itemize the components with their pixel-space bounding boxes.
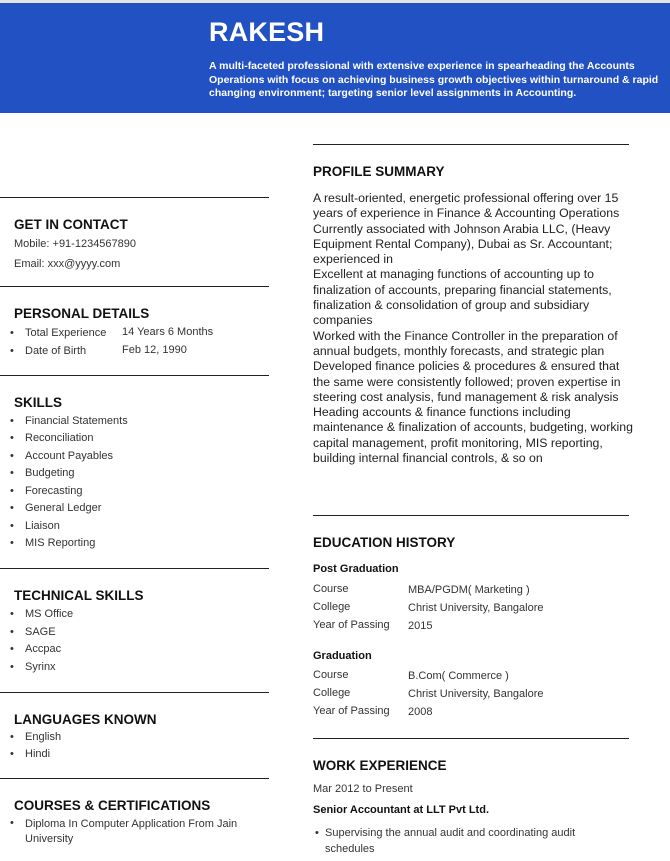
profile-paragraph: Currently associated with Johnson Arabia LLC, (Heavy Equipment Rental Company), Dubai as Sr. Accountant; experienced in	[313, 221, 613, 267]
skill-label: Account Payables	[25, 450, 114, 462]
personal-title: PERSONAL DETAILS	[14, 306, 150, 321]
education-label: Course	[313, 583, 349, 595]
work-title: WORK EXPERIENCE	[313, 758, 447, 773]
contact-mobile: Mobile: +91-1234567890	[14, 238, 137, 250]
technical-label: Accpac	[25, 643, 62, 655]
work-role: Senior Accountant at LLT Pvt Ltd.	[313, 804, 489, 816]
divider	[0, 197, 269, 198]
education-value: MBA/PGDM( Marketing )	[408, 584, 530, 596]
language-label: Hindi	[25, 748, 51, 760]
education-label: College	[313, 687, 351, 699]
resume-header	[0, 3, 670, 113]
course-label: Diploma In Computer Application From Jain University	[25, 818, 238, 845]
education-value: Christ University, Bangalore	[408, 602, 544, 614]
profile-paragraph: Heading accounts & finance functions including maintenance & finalization of accounts, budgeting, working capital management, profit monitoring, MIS reporting, building internal financial controls, & so on	[313, 405, 633, 466]
skills-title: SKILLS	[14, 395, 63, 410]
education-value: Christ University, Bangalore	[408, 688, 544, 700]
profile-paragraph: Developed finance policies & procedures & ensured that the same were consistently followed; proven expertise in steering cost analysis, fund management & risk analysis	[313, 359, 621, 404]
technical-label: MS Office	[25, 608, 74, 620]
skill-label: MIS Reporting	[25, 537, 96, 549]
technical-label: Syrinx	[25, 661, 56, 673]
contact-title: GET IN CONTACT	[14, 217, 128, 232]
languages-title: LANGUAGES KNOWN	[14, 712, 157, 727]
contact-email: Email: xxx@yyyy.com	[14, 258, 121, 270]
technical-label: SAGE	[25, 626, 56, 638]
personal-value: 14 Years 6 Months	[122, 326, 214, 338]
education-title: EDUCATION HISTORY	[313, 535, 456, 550]
divider	[313, 515, 629, 516]
personal-label: Date of Birth	[25, 345, 87, 357]
education-value: 2008	[408, 706, 433, 718]
personal-label: Total Experience	[25, 327, 107, 339]
work-period: Mar 2012 to Present	[313, 783, 413, 795]
courses-title: COURSES & CERTIFICATIONS	[14, 798, 211, 813]
profile-paragraph: Excellent at managing functions of accounting up to finalization of accounts, preparing financial statements, finalization & consolidation of group and subsidiary companies	[313, 267, 612, 328]
skill-label: Budgeting	[25, 467, 75, 479]
profile-paragraph: A result-oriented, energetic professional offering over 15 years of experience in Finance & Accounting Operations	[313, 191, 620, 221]
divider	[0, 778, 269, 779]
profile-summary	[313, 191, 635, 466]
education-heading: Post Graduation	[313, 563, 399, 575]
education-label: College	[313, 601, 351, 613]
header-tagline: A multi-faceted professional with extensive experience in spearheading the Accounts Operations with focus on achieving business growth objectives within turnaround & rapid changing environment; targeting senior level assignments in Accounting.	[209, 60, 659, 99]
divider	[313, 144, 629, 145]
divider	[0, 692, 269, 693]
personal-value: Feb 12, 1990	[122, 344, 187, 356]
skill-label: Liaison	[25, 520, 60, 532]
education-label: Year of Passing	[313, 619, 390, 631]
education-label: Year of Passing	[313, 705, 390, 717]
language-label: English	[25, 731, 62, 743]
education-label: Course	[313, 669, 349, 681]
skill-label: Forecasting	[25, 485, 83, 497]
profile-paragraph: Worked with the Finance Controller in the preparation of annual budgets, monthly forecasts, and strategic plan	[313, 328, 618, 358]
divider	[0, 568, 269, 569]
candidate-name: RAKESH	[209, 17, 325, 47]
education-value: B.Com( Commerce )	[408, 670, 509, 682]
skill-label: General Ledger	[25, 502, 102, 514]
profile-title: PROFILE SUMMARY	[313, 164, 445, 179]
divider	[0, 286, 269, 287]
work-bullet: • Supervising the annual audit and coordinating audit schedules	[325, 825, 625, 857]
skill-label: Reconciliation	[25, 432, 94, 444]
technical-title: TECHNICAL SKILLS	[14, 588, 144, 603]
divider	[313, 738, 629, 739]
education-value: 2015	[408, 620, 433, 632]
skill-label: Financial Statements	[25, 415, 128, 427]
education-heading: Graduation	[313, 650, 372, 662]
divider	[0, 375, 269, 376]
